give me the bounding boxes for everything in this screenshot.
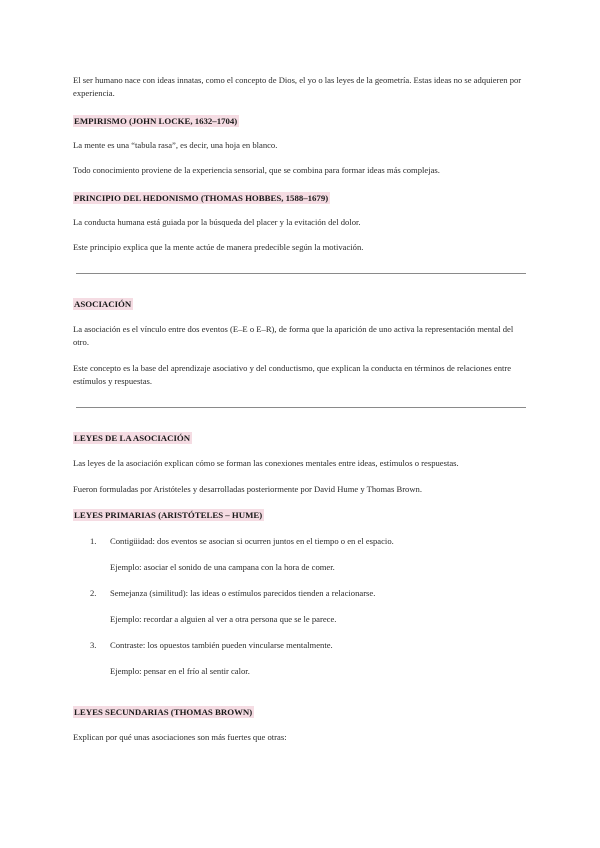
list-example: Ejemplo: asociar el sonido de una campana con la hora de comer. xyxy=(110,562,335,572)
heading-leyes-secundarias: LEYES SECUNDARIAS (THOMAS BROWN) xyxy=(74,707,253,717)
empirismo-paragraph-1: La mente es una “tabula rasa”, es decir, una hoja en blanco. xyxy=(73,140,278,150)
list-item-text: Contraste: los opuestos también pueden vincularse mentalmente. xyxy=(110,640,333,650)
list-item-text: Contigüidad: dos eventos se asocian si ocurren juntos en el tiempo o en el espacio. xyxy=(110,536,394,546)
hedonismo-paragraph-1: La conducta humana está guiada por la búsqueda del placer y la evitación del dolor. xyxy=(73,217,361,227)
list-number: 2. xyxy=(90,588,97,598)
heading-leyes-asociacion: LEYES DE LA ASOCIACIÓN xyxy=(74,433,191,443)
heading-asociacion: ASOCIACIÓN xyxy=(74,299,132,309)
empirismo-paragraph-2: Todo conocimiento proviene de la experiencia sensorial, que se combina para formar ideas más complejas. xyxy=(73,165,440,175)
leyes-paragraph-2: Fueron formuladas por Aristóteles y desarrolladas posteriormente por David Hume y Thomas Brown. xyxy=(73,484,423,494)
list-item xyxy=(90,535,510,547)
list-example: Ejemplo: pensar en el frío al sentir calor. xyxy=(110,666,250,676)
list-item-text: Semejanza (similitud): las ideas o estímulos parecidos tienden a relacionarse. xyxy=(110,588,376,598)
hedonismo-paragraph-2: Este principio explica que la mente actúe de manera predecible según la motivación. xyxy=(73,242,364,252)
leyes-paragraph-1: Las leyes de la asociación explican cómo se forman las conexiones mentales entre ideas, estímulos o respuestas. xyxy=(73,458,459,468)
list-number: 1. xyxy=(90,536,97,546)
secundarias-paragraph-1: Explican por qué unas asociaciones son más fuertes que otras: xyxy=(73,732,287,742)
section-divider xyxy=(76,407,526,408)
heading-leyes-primarias: LEYES PRIMARIAS (ARISTÓTELES – HUME) xyxy=(74,510,263,520)
asociacion-paragraph-2: Este concepto es la base del aprendizaje asociativo y del conductismo, que explican la conducta en términos de relaciones entre estímulos y respuestas. xyxy=(73,363,512,386)
list-item xyxy=(90,587,510,599)
heading-hedonismo: PRINCIPIO DEL HEDONISMO (THOMAS HOBBES, 1588–1679) xyxy=(74,193,329,203)
intro-paragraph: El ser humano nace con ideas innatas, como el concepto de Dios, el yo o las leyes de la geometría. Estas ideas no se adquieren por experiencia. xyxy=(73,75,522,98)
heading-empirismo: EMPIRISMO (JOHN LOCKE, 1632–1704) xyxy=(74,116,238,126)
list-example: Ejemplo: recordar a alguien al ver a otra persona que se le parece. xyxy=(110,614,337,624)
asociacion-paragraph-1: La asociación es el vínculo entre dos eventos (E–E o E–R), de forma que la aparición de uno activa la representación mental del otro. xyxy=(73,324,514,347)
list-number: 3. xyxy=(90,640,97,650)
list-item xyxy=(90,639,510,651)
section-divider xyxy=(76,273,526,274)
